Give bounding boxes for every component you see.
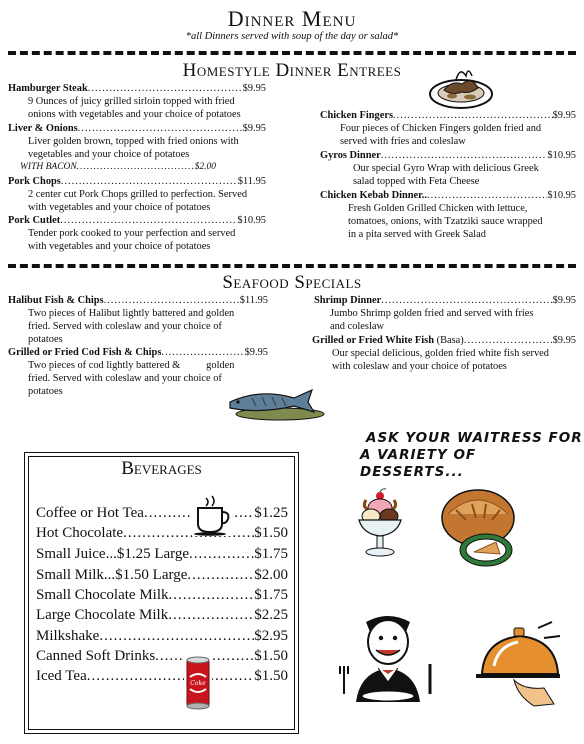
beverage-name: Hot Chocolate (36, 525, 124, 541)
dinner-plate-icon (428, 58, 494, 112)
item-name: Chicken Fingers (320, 110, 394, 121)
menu-item (8, 175, 266, 214)
item-name: Hamburger Steak (8, 83, 88, 94)
diner-man-icon (336, 612, 440, 702)
covered-platter-icon (474, 618, 570, 708)
item-price: $9.95 (242, 123, 266, 134)
menu-item (314, 294, 576, 333)
beverage-price: $2.00 (254, 567, 288, 583)
menu-item (312, 334, 576, 373)
item-price: $11.95 (239, 295, 268, 306)
ice-cream-sundae-icon (355, 488, 405, 560)
beverage-price: $2.95 (254, 628, 288, 644)
item-price: $9.95 (242, 83, 266, 94)
item-name: Liver & Onions (8, 123, 78, 134)
beverage-price: $2.25 (254, 607, 288, 623)
item-desc: Liver golden brown, topped with fried onions with (28, 136, 239, 147)
beverage-name: Coffee or Hot Tea (36, 505, 144, 521)
item-desc: Our special Gyro Wrap with delicious Greek (353, 163, 539, 174)
beverage-price: $1.25 (254, 505, 288, 521)
item-desc: salad topped with Feta Cheese (353, 176, 480, 187)
item-desc: served with fries and coleslaw (340, 136, 466, 147)
item-price: $10.95 (547, 150, 576, 161)
beverage-price: $1.75 (254, 546, 288, 562)
item-price: $9.95 (552, 295, 576, 306)
item-desc: Two pieces of cod lightly battered & golden (28, 360, 235, 371)
beverage-name: Milkshake (36, 628, 100, 644)
item-name: Gyros Dinner (320, 150, 381, 161)
beverage-item (36, 565, 288, 585)
item-desc: Jumbo Shrimp golden fried and served with fries (330, 308, 534, 319)
item-price: $10.95 (547, 190, 576, 201)
item-desc: tomatoes, onions, with Tzatziki sauce wrapped (348, 216, 543, 227)
item-price: $11.95 (237, 176, 266, 187)
beverage-item (36, 544, 288, 564)
menu-item (8, 214, 266, 253)
desserts-heading (360, 430, 584, 481)
beverage-name: Canned Soft Drinks (36, 648, 156, 664)
item-name: Chicken Kebab Dinner.. (320, 190, 428, 201)
item-price: $9.95 (552, 335, 576, 346)
item-desc: in a pita served with Greek Salad (348, 229, 486, 240)
item-name: Grilled or Fried Cod Fish & Chips (8, 347, 162, 358)
desserts-line-1: ASK YOUR WAITRESS FOR (366, 430, 583, 446)
item-desc: Fresh Golden Grilled Chicken with lettuce, (348, 203, 528, 214)
item-name: Shrimp Dinner (314, 295, 382, 306)
item-desc: onions with vegetables and your choice of potatoes (28, 109, 241, 120)
item-desc: with vegetables and your choice of potatoes (28, 241, 211, 252)
item-desc: potatoes (28, 386, 63, 397)
divider (8, 264, 576, 268)
item-name-suffix: (Basa) (436, 335, 464, 346)
beverage-name: Large Chocolate Milk (36, 607, 169, 623)
item-desc: Two pieces of Halibut lightly battered and golden (28, 308, 235, 319)
item-desc: and coleslaw (330, 321, 384, 332)
section-title-beverages: Beverages (121, 458, 202, 479)
menu-item (320, 189, 576, 241)
item-addon: WITH BACON (20, 162, 77, 172)
page-subtitle: *all Dinners served with soup of the day or salad* (185, 31, 399, 42)
beverage-item (36, 585, 288, 605)
item-name: Grilled or Fried White Fish (312, 335, 434, 346)
beverage-item (36, 503, 288, 523)
desserts-line-2: A VARIETY OF DESSERTS... (360, 447, 477, 480)
beverage-item (36, 646, 288, 666)
fish-icon (222, 388, 326, 422)
item-desc: 9 Ounces of juicy grilled sirloin topped with fried (28, 96, 235, 107)
item-price: $10.95 (237, 215, 266, 226)
beverage-item (36, 626, 288, 646)
item-addon-price: $2.00 (194, 162, 216, 172)
section-title-homestyle: Homestyle Dinner Entrees (182, 60, 402, 81)
item-desc: Tender pork cooked to your perfection and served (28, 228, 236, 239)
item-name: Pork Chops (8, 176, 61, 187)
item-price: $9.95 (552, 110, 576, 121)
menu-item (8, 82, 266, 121)
svg-text:Coke: Coke (190, 680, 206, 687)
item-desc: vegetables and your choice of potatoes (28, 149, 190, 160)
item-desc: fried. Served with coleslaw and your choice of (28, 373, 222, 384)
beverage-price: $1.50 (254, 525, 288, 541)
item-desc: Our special delicious, golden fried white fish served (332, 348, 549, 359)
beverage-item (36, 605, 288, 625)
item-desc: fried. Served with coleslaw and your choice of (28, 321, 222, 332)
beverage-price: $1.75 (254, 587, 288, 603)
beverage-name: Iced Tea (36, 668, 87, 684)
beverage-price: $1.50 (254, 648, 288, 664)
beverage-item (36, 666, 288, 686)
page-title: Dinner Menu (227, 6, 357, 31)
item-name: Pork Cutlet (8, 215, 61, 226)
section-title-seafood: Seafood Specials (222, 272, 362, 293)
beverage-name: Small Milk...$1.50 Large (36, 567, 188, 583)
beverage-price: $1.50 (254, 668, 288, 684)
item-desc: 2 center cut Pork Chops grilled to perfection. Served (28, 189, 248, 200)
item-price: $9.95 (244, 347, 268, 358)
divider (8, 51, 576, 55)
item-desc: with coleslaw and your choice of potatoes (332, 361, 507, 372)
coffee-cup-icon (192, 494, 232, 536)
menu-item (8, 122, 266, 174)
item-desc: Four pieces of Chicken Fingers golden fried and (340, 123, 542, 134)
beverage-name: Small Chocolate Milk (36, 587, 169, 603)
pie-icon (438, 478, 518, 570)
item-name: Halibut Fish & Chips (8, 295, 104, 306)
soda-can-icon (184, 655, 212, 711)
beverage-item (36, 523, 288, 543)
menu-item (8, 294, 268, 346)
menu-item (320, 109, 576, 148)
item-desc: potatoes (28, 334, 63, 345)
item-desc: with vegetables and your choice of potatoes (28, 202, 211, 213)
beverage-name: Small Juice...$1.25 Large (36, 546, 190, 562)
menu-item (320, 149, 576, 188)
